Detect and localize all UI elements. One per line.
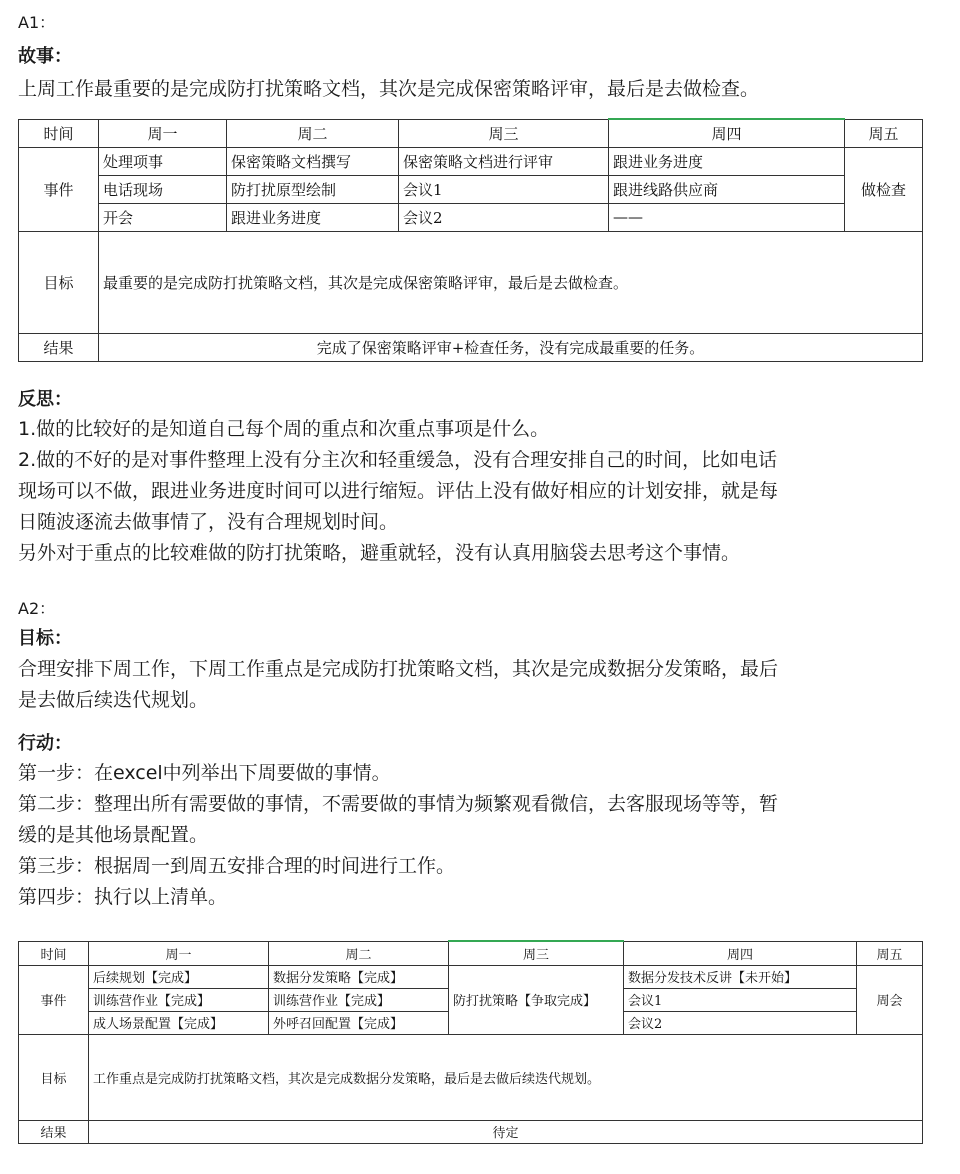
table-cell: 后续规划【完成】 — [89, 965, 269, 988]
goal-paragraph — [18, 654, 778, 716]
table-cell: 保密策略文档撰写 — [227, 147, 399, 175]
table-cell: 防打扰原型绘制 — [227, 175, 399, 203]
result-label: 结果 — [19, 333, 99, 361]
header-tue: 周二 — [227, 119, 399, 147]
table-cell: 会议1 — [624, 988, 857, 1011]
a1-week-table — [18, 118, 923, 362]
table-cell: 数据分发策略【完成】 — [269, 965, 449, 988]
header-fri: 周五 — [857, 941, 923, 965]
table-cell: —— — [609, 203, 845, 231]
goal-label: 目标 — [19, 231, 99, 333]
table-cell: 成人场景配置【完成】 — [89, 1011, 269, 1034]
story-text: 上周工作最重要的是完成防打扰策略文档，其次是完成保密策略评审，最后是去做检查。 — [18, 78, 760, 100]
events-label: 事件 — [19, 147, 99, 231]
goal-row — [19, 231, 923, 333]
table-header-row — [19, 119, 923, 147]
header-wed: 周三 — [449, 941, 624, 965]
table-cell: 会议2 — [399, 203, 609, 231]
table-header-row — [19, 941, 923, 965]
table-cell: 跟进业务进度 — [609, 147, 845, 175]
reflection-line: 现场可以不做，跟进业务进度时间可以进行缩短。评估上没有做好相应的计划安排，就是每 — [18, 480, 779, 502]
result-text: 待定 — [89, 1120, 923, 1143]
header-time: 时间 — [19, 941, 89, 965]
action-list — [18, 758, 778, 913]
table-cell: 电话现场 — [99, 175, 227, 203]
section-label-a2: A2： — [18, 599, 56, 618]
table-row — [19, 965, 923, 988]
goal-label: 目标 — [19, 1034, 89, 1120]
goal-line: 是去做后续迭代规划。 — [18, 689, 209, 711]
result-row — [19, 333, 923, 361]
goal-heading: 目标： — [18, 628, 72, 649]
fri-event-cell: 做检查 — [845, 147, 923, 231]
table-cell: 开会 — [99, 203, 227, 231]
header-thu: 周四 — [624, 941, 857, 965]
result-row — [19, 1120, 923, 1143]
reflection-line: 2.做的不好的是对事件整理上没有分主次和轻重缓急，没有合理安排自己的时间，比如电话 — [18, 449, 778, 471]
action-step: 第三步：根据周一到周五安排合理的时间进行工作。 — [18, 855, 456, 877]
action-step: 第四步：执行以上清单。 — [18, 886, 228, 908]
fri-event-cell: 周会 — [857, 965, 923, 1034]
reflection-line: 1.做的比较好的是知道自己每个周的重点和次重点事项是什么。 — [18, 418, 550, 440]
table-row — [19, 203, 923, 231]
table-cell: 保密策略文档进行评审 — [399, 147, 609, 175]
table-cell: 会议1 — [399, 175, 609, 203]
story-heading: 故事： — [18, 46, 72, 67]
table-cell: 跟进业务进度 — [227, 203, 399, 231]
header-time: 时间 — [19, 119, 99, 147]
action-heading: 行动： — [18, 733, 72, 754]
table-cell: 数据分发技术反讲【未开始】 — [624, 965, 857, 988]
action-step: 第二步：整理出所有需要做的事情，不需要做的事情为频繁观看微信，去客服现场等等，暂 — [18, 793, 779, 815]
events-label: 事件 — [19, 965, 89, 1034]
action-step: 第一步：在excel中列举出下周要做的事情。 — [18, 762, 391, 784]
table-cell: 训练营作业【完成】 — [89, 988, 269, 1011]
reflection-heading: 反思： — [18, 389, 72, 410]
wed-event-cell: 防打扰策略【争取完成】 — [449, 965, 624, 1034]
goal-row — [19, 1034, 923, 1120]
reflection-line: 另外对于重点的比较难做的防打扰策略，避重就轻，没有认真用脑袋去思考这个事情。 — [18, 542, 741, 564]
goal-text: 最重要的是完成防打扰策略文档，其次是完成保密策略评审，最后是去做检查。 — [99, 231, 923, 333]
table-cell: 跟进线路供应商 — [609, 175, 845, 203]
goal-line: 合理安排下周工作，下周工作重点是完成防打扰策略文档，其次是完成数据分发策略，最后 — [18, 658, 779, 680]
table-cell: 外呼召回配置【完成】 — [269, 1011, 449, 1034]
action-step: 缓的是其他场景配置。 — [18, 824, 209, 846]
header-thu: 周四 — [609, 119, 845, 147]
header-wed: 周三 — [399, 119, 609, 147]
result-label: 结果 — [19, 1120, 89, 1143]
table-cell: 处理项事 — [99, 147, 227, 175]
table-row — [19, 175, 923, 203]
header-fri: 周五 — [845, 119, 923, 147]
table-row — [19, 147, 923, 175]
goal-text: 工作重点是完成防打扰策略文档，其次是完成数据分发策略，最后是去做后续迭代规划。 — [89, 1034, 923, 1120]
result-text: 完成了保密策略评审+检查任务，没有完成最重要的任务。 — [99, 333, 923, 361]
table-cell: 训练营作业【完成】 — [269, 988, 449, 1011]
reflection-text — [18, 414, 778, 569]
header-tue: 周二 — [269, 941, 449, 965]
a2-week-table — [18, 940, 923, 1144]
table-cell: 会议2 — [624, 1011, 857, 1034]
header-mon: 周一 — [99, 119, 227, 147]
reflection-line: 日随波逐流去做事情了，没有合理规划时间。 — [18, 511, 399, 533]
section-label-a1: A1： — [18, 13, 56, 32]
header-mon: 周一 — [89, 941, 269, 965]
